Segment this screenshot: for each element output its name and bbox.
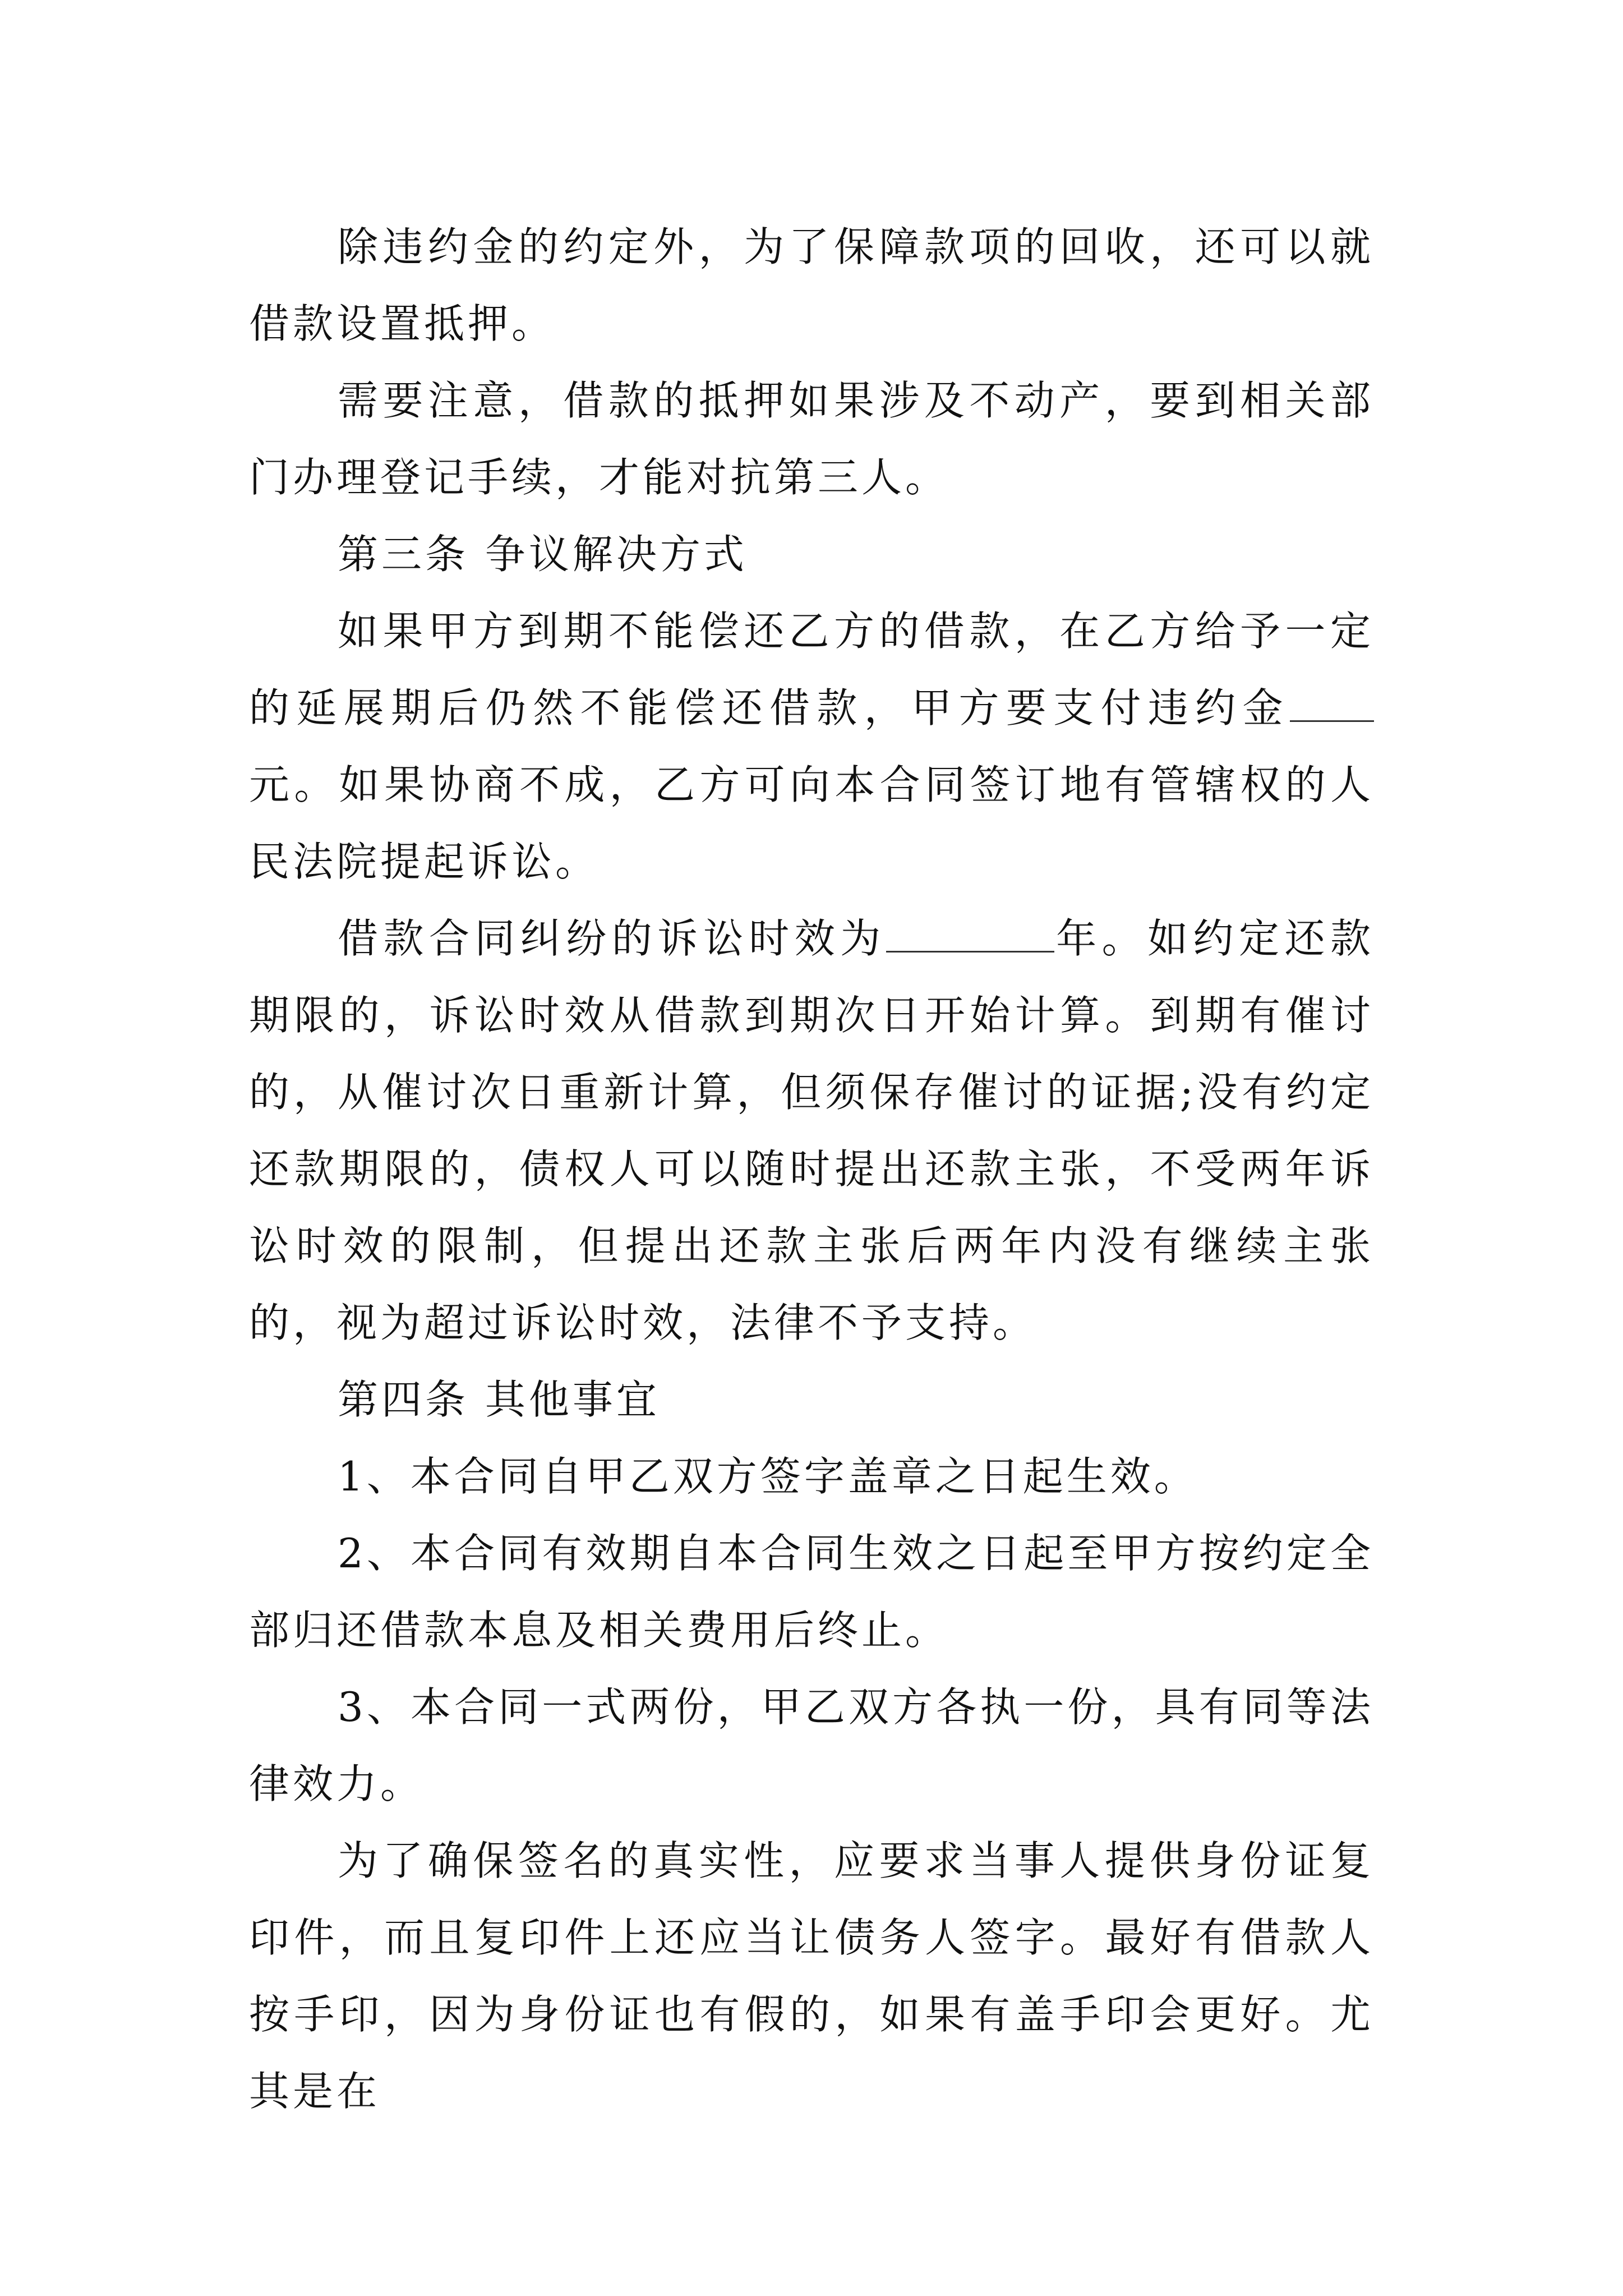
clause-2 <box>249 1515 1374 1669</box>
paragraph-limitation-period <box>249 900 1374 1361</box>
heading-text: 第三条 争议解决方式 <box>338 531 748 578</box>
paragraph-registration-note <box>249 362 1374 516</box>
paragraph-signature-authenticity <box>249 1823 1374 2130</box>
paragraph-text-before: 借款合同纠纷的诉讼时效为 <box>338 915 886 962</box>
clause-text: 3、本合同一式两份，甲乙双方各执一份，具有同等法律效力。 <box>249 1683 1374 1807</box>
clause-3 <box>249 1669 1374 1823</box>
clause-text: 2、本合同有效期自本合同生效之日起至甲方按约定全部归还借款本息及相关费用后终止。 <box>249 1530 1374 1654</box>
blank-limitation-years <box>886 917 1054 953</box>
paragraph-text-after: 元。如果协商不成，乙方可向本合同签订地有管辖权的人民法院提起诉讼。 <box>249 761 1374 885</box>
heading-article-4 <box>249 1361 1374 1438</box>
paragraph-mortgage <box>249 209 1374 362</box>
clause-1 <box>249 1438 1374 1515</box>
paragraph-text-before: 如果甲方到期不能偿还乙方的借款，在乙方给予一定的延展期后仍然不能偿还借款，甲方要支付违约金 <box>249 608 1374 731</box>
document-page <box>249 209 1374 2130</box>
blank-penalty-amount <box>1290 687 1374 722</box>
paragraph-default-penalty <box>249 593 1374 900</box>
heading-article-3 <box>249 516 1374 593</box>
heading-text: 第四条 其他事宜 <box>338 1376 660 1423</box>
paragraph-text: 除违约金的约定外，为了保障款项的回收，还可以就借款设置抵押。 <box>249 223 1374 347</box>
paragraph-text-after: 年。如约定还款期限的，诉讼时效从借款到期次日开始计算。到期有催讨的，从催讨次日重新计算，但须保存催讨的证据;没有约定还款期限的，债权人可以随时提出还款主张，不受两年诉讼时效的限制，但提出还款主张后两年内没有继续主张的，视为超过诉讼时效，法律不予支持。 <box>249 915 1374 1346</box>
paragraph-text: 需要注意，借款的抵押如果涉及不动产，要到相关部门办理登记手续，才能对抗第三人。 <box>249 377 1374 501</box>
clause-text: 1、本合同自甲乙双方签字盖章之日起生效。 <box>338 1453 1198 1500</box>
paragraph-text: 为了确保签名的真实性，应要求当事人提供身份证复印件，而且复印件上还应当让债务人签字。最好有借款人按手印，因为身份证也有假的，如果有盖手印会更好。尤其是在 <box>249 1837 1374 2115</box>
